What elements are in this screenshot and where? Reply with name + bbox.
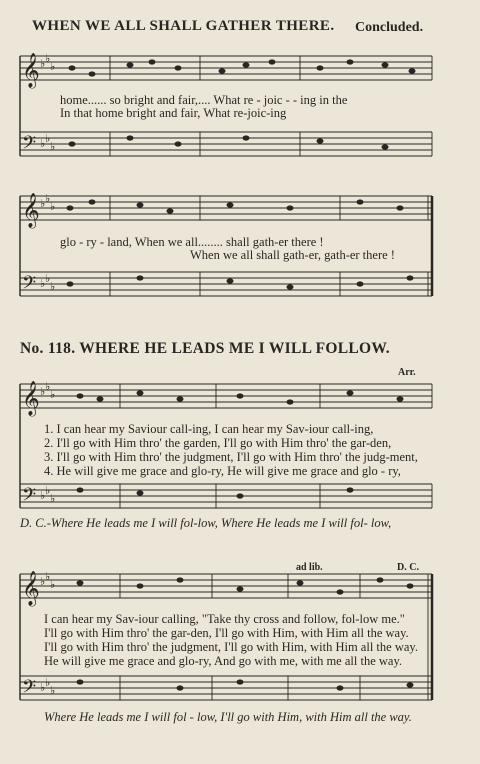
verse-line: 3. I'll go with Him thro' the judgment, I'll go with Him thro' the judg-ment, xyxy=(44,450,418,464)
note-heads xyxy=(67,59,416,690)
svg-text:♭: ♭ xyxy=(45,380,51,393)
staff-treble-4 xyxy=(20,574,432,598)
svg-text:♭: ♭ xyxy=(50,60,56,73)
staff-bass-3 xyxy=(20,484,432,508)
staff-bass-1 xyxy=(20,132,432,156)
treble-clef-icon: 𝄞 xyxy=(22,381,40,416)
bass-clef-icon: 𝄢 xyxy=(22,677,37,702)
hymn-title: No. 118. WHERE HE LEADS ME I WILL FOLLOW. xyxy=(20,340,390,357)
svg-text:♭: ♭ xyxy=(50,388,56,401)
verse-line: 2. I'll go with Him thro' the garden, I'll go with Him thro' the gar-den, xyxy=(44,436,392,450)
ad-lib-mark: ad lib. xyxy=(296,562,323,573)
lyric-line: In that home bright and fair, What re-joic-ing xyxy=(60,106,287,120)
staff-bass-4 xyxy=(20,676,432,700)
svg-text:♭: ♭ xyxy=(40,277,46,290)
treble-clef-icon: 𝄞 xyxy=(22,193,40,228)
lyric-line: When we all shall gath-er, gath-er there ! xyxy=(190,248,395,262)
svg-text:♭: ♭ xyxy=(50,280,56,293)
svg-text:♭: ♭ xyxy=(40,137,46,150)
verse-line: 1. I can hear my Saviour call-ing, I can hear my Sav-iour call-ing, xyxy=(44,422,374,436)
lyric-line: glo - ry - land, When we all........ shall gath-er there ! xyxy=(60,235,324,249)
svg-text:♭: ♭ xyxy=(45,192,51,205)
dc-lyric-line: D. C.-Where He leads me I will fol-low, Where He leads me I will fol- low, xyxy=(20,516,392,530)
svg-text:♭: ♭ xyxy=(50,684,56,697)
staff-treble-2 xyxy=(20,196,432,220)
bottom-lyric-line: Where He leads me I will fol - low, I'll go with Him, with Him all the way. xyxy=(44,710,412,724)
bass-clef-icon: 𝄢 xyxy=(22,133,37,158)
bass-clef-icon: 𝄢 xyxy=(22,273,37,298)
svg-text:♭: ♭ xyxy=(45,484,51,497)
arranger-mark: Arr. xyxy=(398,367,416,378)
staff-treble-1 xyxy=(20,56,432,80)
svg-text:♭: ♭ xyxy=(40,385,46,398)
svg-text:♭: ♭ xyxy=(40,197,46,210)
svg-text:♭: ♭ xyxy=(50,578,56,591)
bass-clef-icon: 𝄢 xyxy=(22,485,37,510)
refrain-line: I'll go with Him thro' the gar-den, I'll go with Him, with Him all the way. xyxy=(44,626,409,640)
flat-key-icon xyxy=(40,52,55,697)
svg-text:♭: ♭ xyxy=(50,140,56,153)
svg-text:♭: ♭ xyxy=(50,492,56,505)
concluded-label: Concluded. xyxy=(355,20,424,35)
lyric-line: home...... so bright and fair,.... What re - joic - - ing in the xyxy=(60,93,348,107)
treble-clef-icon: 𝄞 xyxy=(22,53,40,88)
svg-text:♭: ♭ xyxy=(40,575,46,588)
svg-text:♭: ♭ xyxy=(45,676,51,689)
treble-clef-icon: 𝄞 xyxy=(22,571,40,606)
svg-text:♭: ♭ xyxy=(40,681,46,694)
refrain-line: I can hear my Sav-iour calling, "Take thy cross and follow, fol-low me." xyxy=(44,612,405,626)
svg-text:♭: ♭ xyxy=(40,489,46,502)
svg-text:♭: ♭ xyxy=(45,272,51,285)
staff-bass-2 xyxy=(20,272,432,296)
verse-line: 4. He will give me grace and glo-ry, He will give me grace and glo - ry, xyxy=(44,464,401,478)
svg-text:♭: ♭ xyxy=(50,200,56,213)
refrain-line: He will give me grace and glo-ry, And go with me, with me all the way. xyxy=(44,654,403,668)
svg-text:♭: ♭ xyxy=(40,57,46,70)
svg-text:♭: ♭ xyxy=(45,570,51,583)
refrain-line: I'll go with Him thro' the judgment, I'll go with Him, with Him all the way. xyxy=(44,640,418,654)
page-title: WHEN WE ALL SHALL GATHER THERE. xyxy=(32,18,335,34)
svg-text:♭: ♭ xyxy=(45,132,51,145)
svg-text:♭: ♭ xyxy=(45,52,51,65)
dc-mark: D. C. xyxy=(397,562,419,573)
